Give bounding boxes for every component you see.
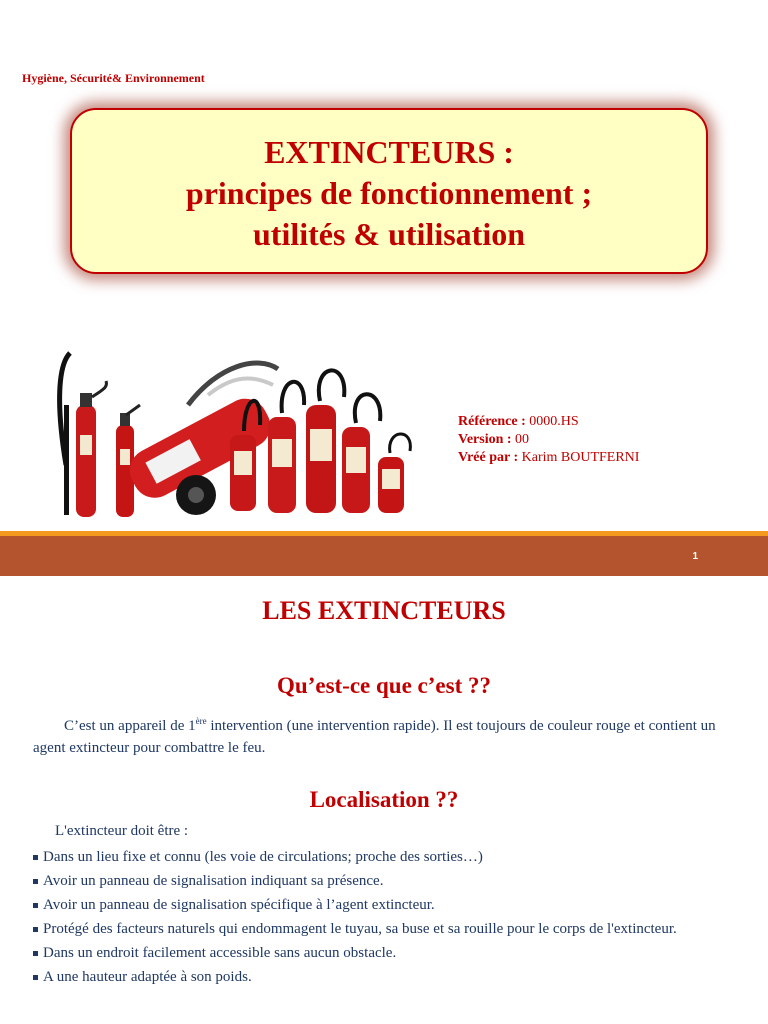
list-item: Dans un endroit facilement accessible sans aucun obstacle. — [33, 944, 743, 963]
title-box — [70, 108, 708, 274]
bullet-square-icon — [33, 927, 38, 932]
slide-2-title: LES EXTINCTEURS — [262, 596, 506, 625]
section-heading-what: Qu’est-ce que c’est ?? — [277, 673, 491, 698]
list-item: Dans un lieu fixe et connu (les voie de circulations; proche des sorties…) — [33, 848, 743, 867]
list-item: Protégé des facteurs naturels qui endommagent le tuyau, sa buse et sa rouille pour le corps de l'extincteur. — [33, 920, 743, 939]
title-line-1: EXTINCTEURS : — [264, 134, 514, 170]
header-label: Hygiène, Sécurité& Environnement — [22, 71, 205, 85]
location-bullet-list — [33, 848, 743, 992]
meta-reference: Référence : 0000.HS — [458, 414, 579, 429]
fire-extinguishers-image — [48, 345, 440, 523]
meta-version: Version : 00 — [458, 432, 530, 447]
title-line-2: principes de fonctionnement ; — [185, 175, 593, 211]
definition-paragraph: C’est un appareil de 1ère intervention (une intervention rapide). Il est toujours de couleur rouge et contient un agent extincteur pour combattre le feu. — [33, 716, 716, 756]
bullet-square-icon — [33, 855, 38, 860]
list-item: Avoir un panneau de signalisation indiquant sa présence. — [33, 872, 743, 891]
bullet-square-icon — [33, 879, 38, 884]
list-item: A une hauteur adaptée à son poids. — [33, 968, 743, 987]
meta-author: Vréé par : Karim BOUTFERNI — [458, 450, 640, 465]
document-meta — [458, 413, 639, 467]
bullet-square-icon — [33, 903, 38, 908]
bullet-square-icon — [33, 975, 38, 980]
list-item: Avoir un panneau de signalisation spécifique à l’agent extincteur. — [33, 896, 743, 915]
footer-bar — [0, 536, 768, 576]
location-intro: L'extincteur doit être : — [55, 823, 189, 839]
section-heading-location: Localisation ?? — [309, 787, 459, 812]
slide-2 — [0, 576, 768, 1024]
page-number: 1 — [692, 551, 698, 562]
title-line-3: utilités & utilisation — [252, 216, 525, 252]
bullet-square-icon — [33, 951, 38, 956]
